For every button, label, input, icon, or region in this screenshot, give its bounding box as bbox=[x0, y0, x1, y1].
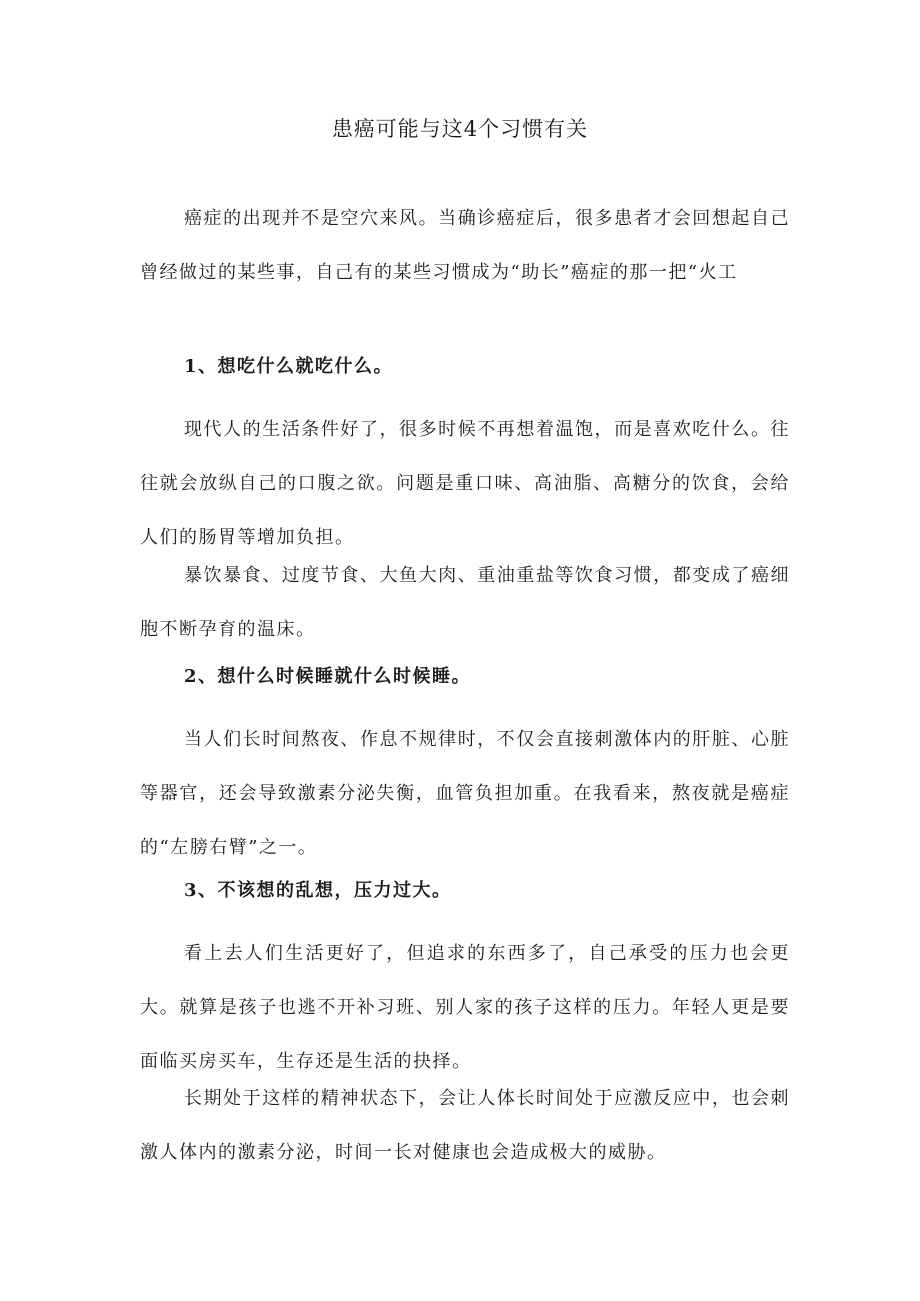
intro-paragraph: 癌症的出现并不是空穴来风。当确诊癌症后，很多患者才会回想起自己曾经做过的某些事，自己有的某些习惯成为“助长”癌症的那一把“火工 bbox=[140, 208, 790, 283]
document-title: 患癌可能与这4个习惯有关 bbox=[331, 117, 589, 141]
section-1-paragraph-1: 现代人的生活条件好了，很多时候不再想着温饱，而是喜欢吃什么。往往就会放纵自己的口腹之欲。问题是重口味、高油脂、高糖分的饮食，会给人们的肠胃等增加负担。 bbox=[140, 419, 790, 548]
section-1-heading: 1、想吃什么就吃什么。 bbox=[184, 356, 394, 377]
section-2-heading: 2、想什么时候睡就什么时候睡。 bbox=[184, 666, 472, 687]
section-2-paragraph-1: 当人们长时间熬夜、作息不规律时，不仅会直接刺激体内的肝脏、心脏等器官，还会导致激素分泌失衡，血管负担加重。在我看来，熬夜就是癌症的“左膀右臂”之一。 bbox=[140, 729, 790, 858]
section-3-paragraph-1: 看上去人们生活更好了，但追求的东西多了，自己承受的压力也会更大。就算是孩子也逃不开补习班、别人家的孩子这样的压力。年轻人更是要面临买房买车，生存还是生活的抉择。 bbox=[140, 943, 790, 1072]
section-3-heading: 3、不该想的乱想，压力过大。 bbox=[184, 880, 452, 901]
section-1-paragraph-2: 暴饮暴食、过度节食、大鱼大肉、重油重盐等饮食习惯，都变成了癌细胞不断孕育的温床。 bbox=[140, 565, 790, 640]
section-3-paragraph-2: 长期处于这样的精神状态下，会让人体长时间处于应激反应中，也会刺激人体内的激素分泌，时间一长对健康也会造成极大的威胁。 bbox=[140, 1088, 790, 1163]
